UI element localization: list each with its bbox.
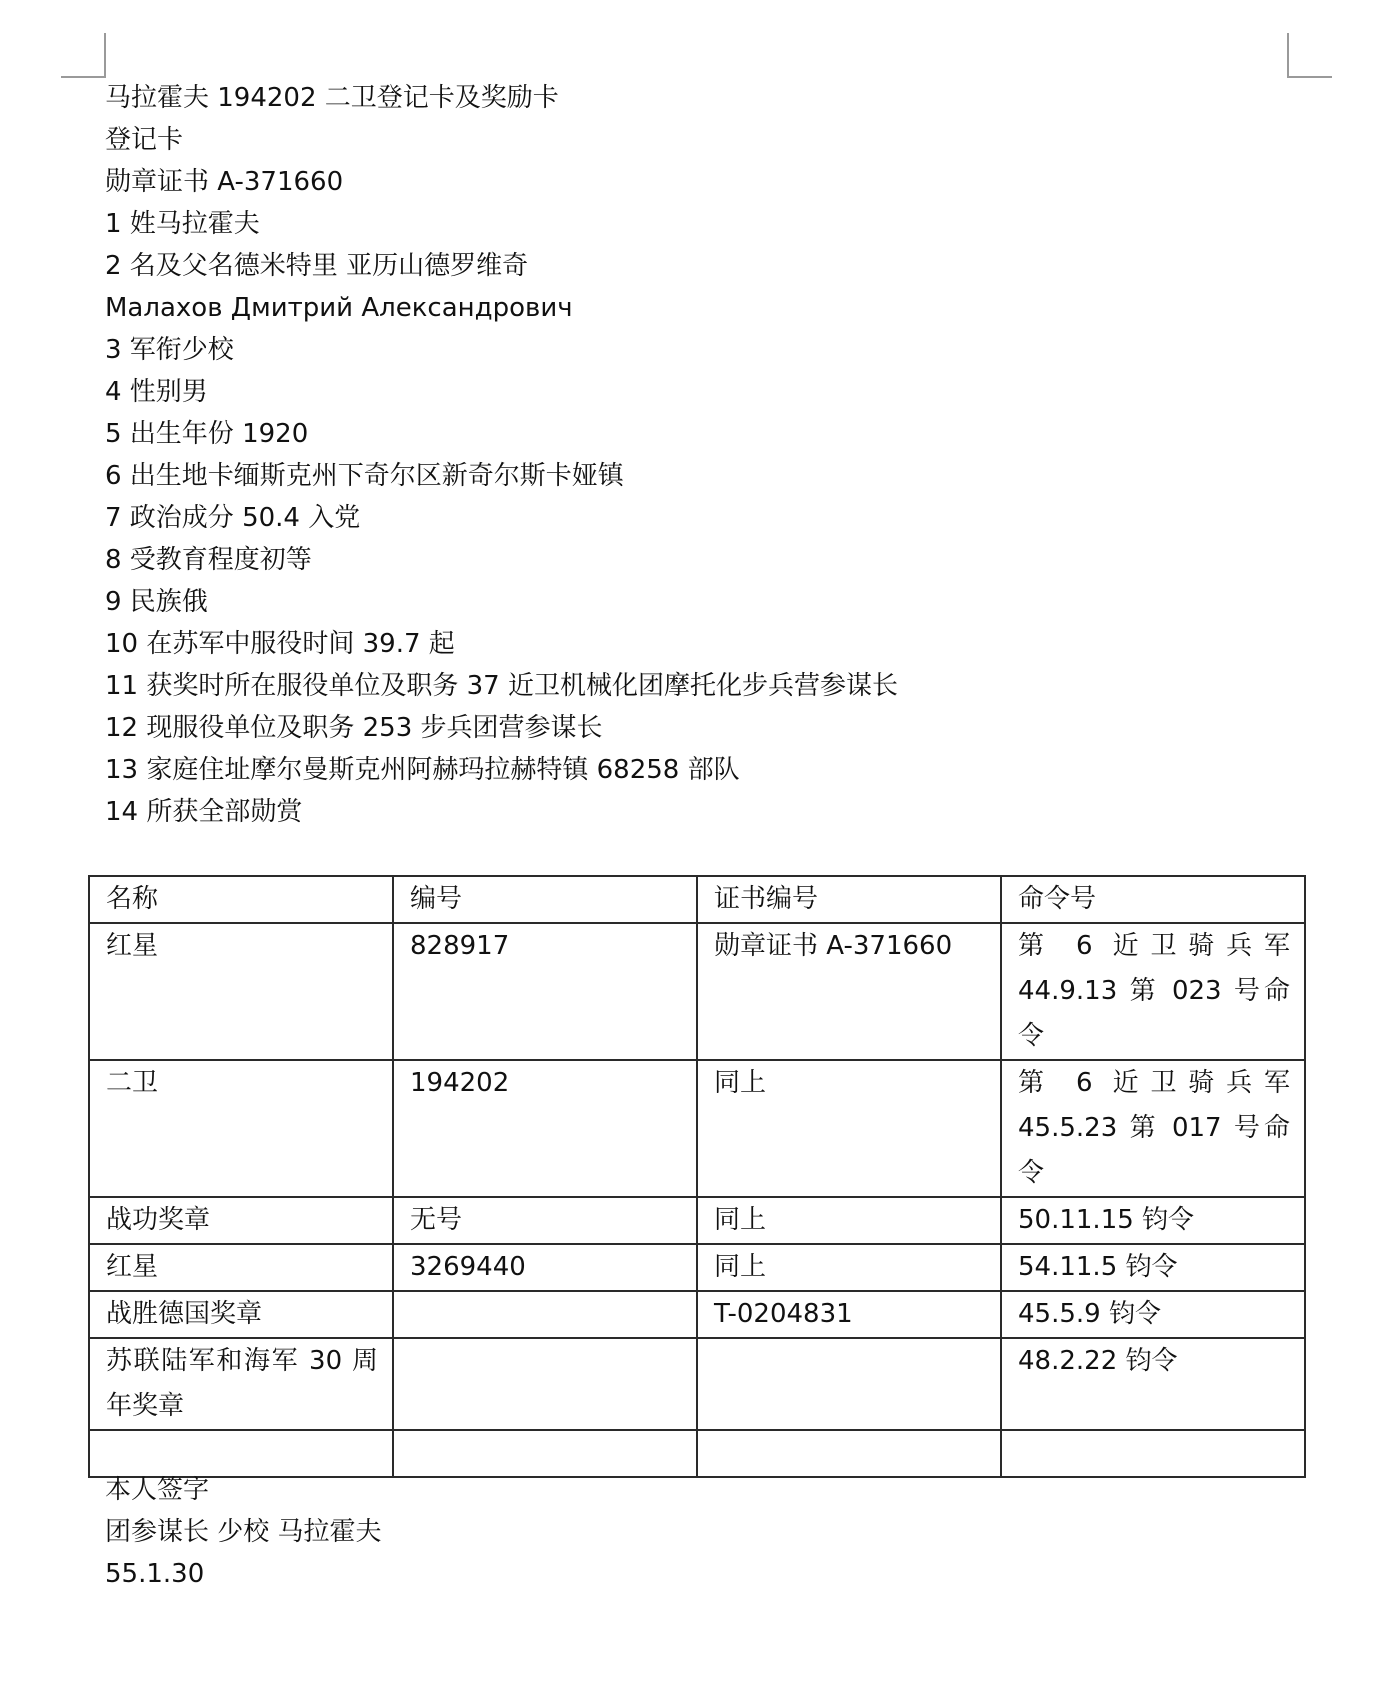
- table-row: [89, 923, 1305, 1060]
- signature-date: 55.1.30: [105, 1559, 205, 1589]
- field-name-patronymic: 2 名及父名德米特里 亚历山德罗维奇: [105, 251, 529, 281]
- cell-name: 红星: [89, 1244, 393, 1291]
- cell-name: 苏联陆军和海军 30 周年奖章: [89, 1338, 393, 1430]
- cell-order: 54.11.5 钧令: [1001, 1244, 1305, 1291]
- cell-number: [393, 1338, 697, 1430]
- field-birthplace: 6 出生地卡缅斯克州下奇尔区新奇尔斯卡娅镇: [105, 461, 624, 491]
- field-nationality: 9 民族俄: [105, 587, 208, 617]
- cell-certificate: [697, 1338, 1001, 1430]
- signature-signer: 团参谋长 少校 马拉霍夫: [105, 1517, 382, 1547]
- cell-certificate: 同上: [697, 1244, 1001, 1291]
- cell-order: 50.11.15 钧令: [1001, 1197, 1305, 1244]
- cell-number: 3269440: [393, 1244, 697, 1291]
- cell-certificate: 同上: [697, 1060, 1001, 1197]
- field-all-awards: 14 所获全部勋赏: [105, 797, 303, 827]
- field-service-start: 10 在苏军中服役时间 39.7 起: [105, 629, 455, 659]
- table-row: [89, 1197, 1305, 1244]
- document-subtitle: 登记卡: [105, 125, 184, 155]
- field-gender: 4 性别男: [105, 377, 208, 407]
- header-number: 编号: [393, 876, 697, 923]
- cell-name: 红星: [89, 923, 393, 1060]
- field-rank: 3 军衔少校: [105, 335, 234, 365]
- table-row: [89, 1060, 1305, 1197]
- cell-certificate: [697, 1430, 1001, 1477]
- field-surname: 1 姓马拉霍夫: [105, 209, 260, 239]
- document-body: [105, 77, 1295, 833]
- cell-name: 战功奖章: [89, 1197, 393, 1244]
- cell-order: 第 6 近卫骑兵军 45.5.23 第 017 号命令: [1001, 1060, 1305, 1197]
- table-row: [89, 1244, 1305, 1291]
- cell-order: 45.5.9 钧令: [1001, 1291, 1305, 1338]
- field-birth-year: 5 出生年份 1920: [105, 419, 309, 449]
- field-party: 7 政治成分 50.4 入党: [105, 503, 361, 533]
- field-education: 8 受教育程度初等: [105, 545, 312, 575]
- cell-name: 战胜德国奖章: [89, 1291, 393, 1338]
- cell-order: 48.2.22 钧令: [1001, 1338, 1305, 1430]
- page-corner-mark-top-right: [1287, 33, 1332, 78]
- table-header-row: [89, 876, 1305, 923]
- field-name-russian: Малахов Дмитрий Александрович: [105, 293, 573, 323]
- cell-number: 无号: [393, 1197, 697, 1244]
- header-order: 命令号: [1001, 876, 1305, 923]
- document-title: 马拉霍夫 194202 二卫登记卡及奖励卡: [105, 83, 559, 113]
- cell-order: 第 6 近卫骑兵军 44.9.13 第 023 号命令: [1001, 923, 1305, 1060]
- awards-table: [88, 875, 1306, 1478]
- header-certificate: 证书编号: [697, 876, 1001, 923]
- field-home-address: 13 家庭住址摩尔曼斯克州阿赫玛拉赫特镇 68258 部队: [105, 755, 740, 785]
- header-name: 名称: [89, 876, 393, 923]
- cell-name: 二卫: [89, 1060, 393, 1197]
- cell-certificate: 同上: [697, 1197, 1001, 1244]
- cell-certificate: T-0204831: [697, 1291, 1001, 1338]
- cell-number: [393, 1291, 697, 1338]
- field-current-unit: 12 现服役单位及职务 253 步兵团营参谋长: [105, 713, 603, 743]
- cell-certificate: 勋章证书 A-371660: [697, 923, 1001, 1060]
- signature-label: 本人签字: [105, 1475, 210, 1505]
- cell-number: [393, 1430, 697, 1477]
- field-unit-at-award: 11 获奖时所在服役单位及职务 37 近卫机械化团摩托化步兵营参谋长: [105, 671, 898, 701]
- signature-block: [105, 1469, 382, 1595]
- cell-number: 828917: [393, 923, 697, 1060]
- cell-order: [1001, 1430, 1305, 1477]
- page-corner-mark-top-left: [61, 33, 106, 78]
- cell-number: 194202: [393, 1060, 697, 1197]
- certificate-number: 勋章证书 A-371660: [105, 167, 344, 197]
- table-row: [89, 1338, 1305, 1430]
- table-row: [89, 1291, 1305, 1338]
